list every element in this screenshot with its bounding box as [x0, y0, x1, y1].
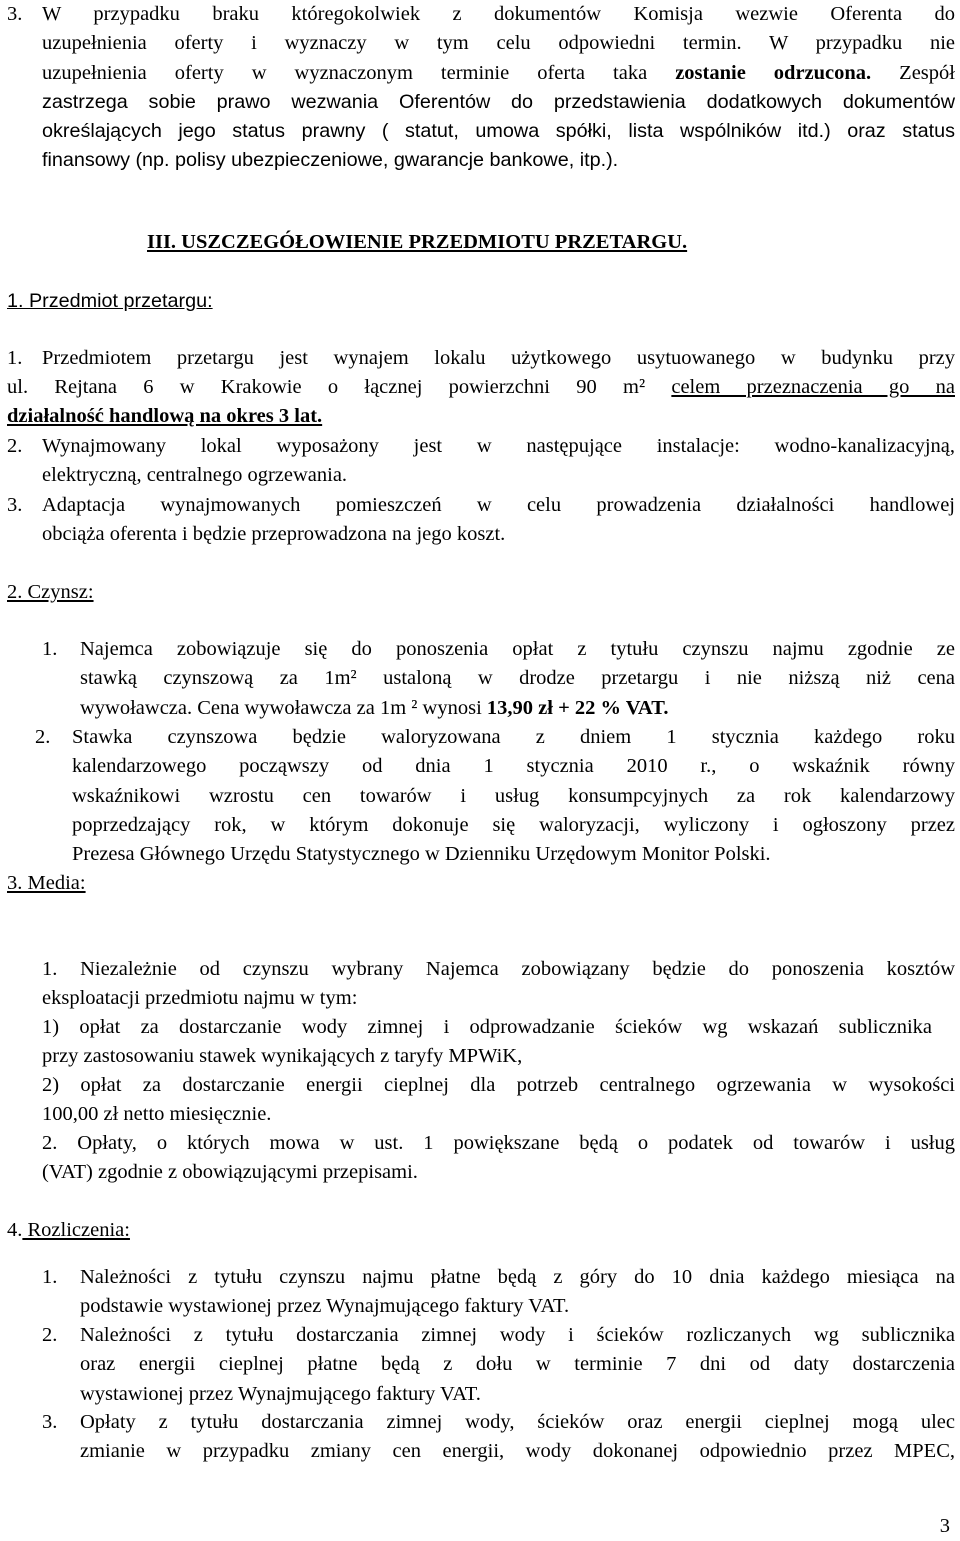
przedmiot-heading: 1. Przedmiot przetargu: [7, 290, 213, 312]
text-line: przy zastosowaniu stawek wynikających z taryfy MPWiK, [42, 1045, 523, 1068]
text-line: podstawie wystawionej przez Wynajmującego faktury VAT. [80, 1295, 570, 1318]
przedmiot-item1-paragraph [42, 344, 955, 373]
text-line: 1. Niezależnie od czynszu wybrany Najemca zobowiązany będzie do ponoszenia kosztów [42, 958, 955, 980]
text-fragment: uzupełnienia oferty w wyznaczonym terminie oferta taka [42, 61, 676, 84]
rozliczenia-item3-marker: 3. [42, 1411, 58, 1433]
text-line: poprzedzający rok, w którym dokonuje się waloryzacji, wyliczony i ogłoszony przez [72, 813, 955, 836]
text-line [42, 59, 955, 88]
text-fragment: wywoławcza. Cena wywoławcza za 1m ² wynosi [80, 696, 487, 719]
text-line [7, 402, 955, 431]
text-line: Najemca zobowiązuje się do ponoszenia opłat z tytułu czynszu najmu zgodnie ze [80, 638, 955, 660]
text-line: finansowy (np. polisy ubezpieczeniowe, gwarancje bankowe, itp.). [42, 149, 619, 172]
przedmiot-item1-continuation [7, 373, 955, 432]
text-line: Opłaty z tytułu dostarczania zimnej wody, ścieków oraz energii cieplnej mogą ulec [80, 1411, 955, 1433]
text-line: Adaptacja wynajmowanych pomieszczeń w celu prowadzenia działalności handlowej [42, 494, 955, 516]
text-line [80, 694, 955, 723]
czynsz-heading: 2. Czynsz: [7, 581, 94, 603]
text-line: (VAT) zgodnie z obowiązującymi przepisami. [42, 1161, 418, 1184]
przedmiot-item2-marker: 2. [7, 435, 23, 457]
text-line: Należności z tytułu czynszu najmu płatne będą z góry do 10 dnia każdego miesiąca na [80, 1266, 955, 1288]
text-fragment: Zespół [871, 61, 955, 84]
przedmiot-item3-marker: 3. [7, 494, 23, 516]
text-fragment: ul. Rejtana 6 w Krakowie o łącznej powierzchni 90 m² [7, 376, 672, 398]
text-line: kalendarzowego począwszy od dnia 1 stycznia 2010 r., o wskaźnik równy [72, 755, 955, 778]
media-paragraph-3 [42, 1071, 955, 1130]
text-line: określających jego status prawny ( statut, umowa spółki, lista wspólników itd.) oraz status [42, 120, 955, 143]
purpose-underlined-text: celem przeznaczenia go na [671, 376, 955, 398]
text-line: elektryczną, centralnego ogrzewania. [42, 464, 348, 487]
rejection-bold-text: zostanie odrzucona. [675, 61, 872, 84]
text-line: 2) opłat za dostarczanie energii cieplnej dla potrzeb centralnego ogrzewania w wysokości [42, 1074, 955, 1096]
text-line: zastrzega sobie prawo wezwania Oferentów do przedstawienia dodatkowych dokumentów [42, 90, 955, 113]
media-paragraph-4 [42, 1129, 955, 1188]
page-number: 3 [939, 1515, 950, 1537]
text-line: uzupełnienia oferty i wyznaczy w tym celu odpowiedni termin. W przypadku nie [42, 32, 955, 55]
text-line: stawką czynszową za 1m² ustaloną w drodze przetargu i nie niższą niż cena [80, 667, 955, 690]
text-line: Stawka czynszowa będzie waloryzowana z dniem 1 stycznia każdego roku [72, 726, 955, 748]
media-paragraph-2 [42, 1013, 932, 1072]
text-line: oraz energii cieplnej płatne będą z dołu w terminie 7 dni od daty dostarczenia [80, 1353, 955, 1376]
starting-price-bold-text: 13,90 zł + 22 % VAT. [486, 696, 669, 719]
text-line: wystawionej przez Wynajmującego faktury VAT. [80, 1382, 481, 1405]
text-line: zmianie w przypadku zmiany cen energii, wody dokonanej odpowiednio przez MPEC, [80, 1440, 955, 1463]
rozliczenia-item3-paragraph [80, 1408, 955, 1467]
text-line [7, 373, 955, 402]
purpose-bold-underlined-text: działalność handlową na okres 3 lat. [7, 405, 323, 428]
rozliczenia-item1-marker: 1. [42, 1266, 58, 1288]
text-line: Należności z tytułu dostarczania zimnej wody i ścieków rozliczanych wg sublicznika [80, 1324, 955, 1346]
przedmiot-item1-marker: 1. [7, 347, 23, 369]
rozliczenia-heading-text: Rozliczenia: [22, 1219, 130, 1241]
text-line: wskaźnikowi wzrostu cen towarów i usług konsumpcyjnych za rok kalendarzowy [72, 784, 955, 807]
czynsz-item1-paragraph [80, 635, 955, 723]
czynsz-item1-marker: 1. [42, 638, 58, 660]
text-line: Wynajmowany lokal wyposażony jest w następujące instalacje: wodno-kanalizacyjną, [42, 435, 955, 457]
czynsz-item2-paragraph [72, 723, 955, 869]
text-line: obciąża oferenta i będzie przeprowadzona na jego koszt. [42, 523, 506, 546]
rozliczenia-item2-marker: 2. [42, 1324, 58, 1346]
text-line: 100,00 zł netto miesięcznie. [42, 1103, 272, 1126]
section-title: III. USZCZEGÓŁOWIENIE PRZEDMIOTU PRZETARGU. [147, 231, 688, 253]
text-line: eksploatacji przedmiotu najmu w tym: [42, 987, 358, 1010]
section2-item3-marker: 3. [7, 3, 23, 25]
text-line: Prezesa Głównego Urzędu Statystycznego w Dzienniku Urzędowym Monitor Polski. [72, 843, 771, 866]
rozliczenia-heading-number: 4. [7, 1219, 23, 1241]
media-heading: 3. Media: [7, 872, 86, 894]
text-line: 1) opłat za dostarczanie wody zimnej i odprowadzanie ścieków wg wskazań sublicznika [42, 1016, 932, 1038]
czynsz-item2-marker: 2. [35, 726, 51, 748]
przedmiot-item2-paragraph [42, 432, 955, 491]
section2-item3-paragraph [42, 0, 955, 176]
rozliczenia-item1-paragraph [80, 1263, 955, 1322]
rozliczenia-item2-paragraph [80, 1321, 955, 1409]
media-paragraph-1 [42, 955, 955, 1014]
przedmiot-item3-paragraph [42, 491, 955, 550]
text-line: 2. Opłaty, o których mowa w ust. 1 powiększane będą o podatek od towarów i usług [42, 1132, 955, 1154]
text-line: W przypadku braku któregokolwiek z dokumentów Komisja wezwie Oferenta do [42, 3, 955, 25]
text-line: Przedmiotem przetargu jest wynajem lokalu użytkowego usytuowanego w budynku przy [42, 347, 955, 369]
rozliczenia-heading [7, 1216, 130, 1245]
